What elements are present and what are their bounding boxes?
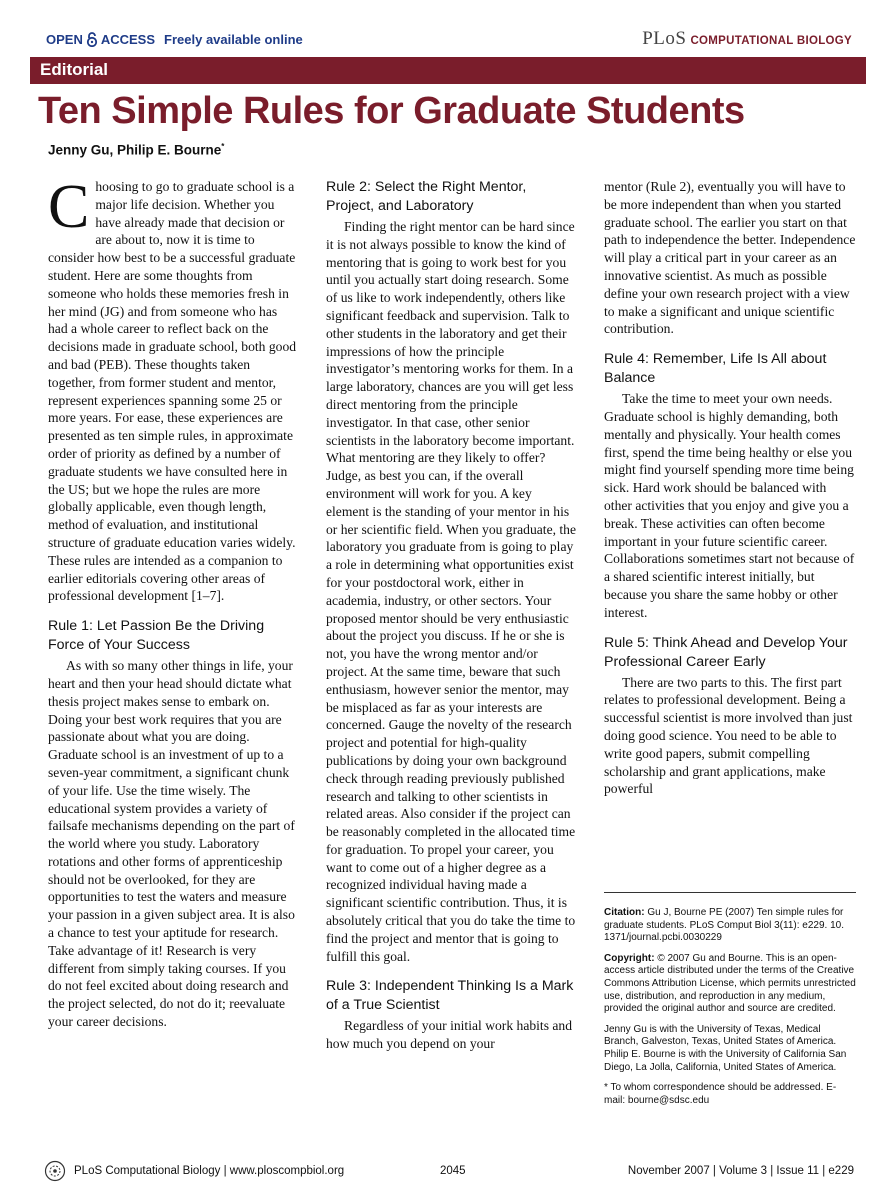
author-mark: * xyxy=(221,142,225,151)
rule4-heading: Rule 4: Remember, Life Is All about Balance xyxy=(604,351,827,387)
citation-entry xyxy=(604,907,856,945)
affiliations: Jenny Gu is with the University of Texas, Medical Branch, Galveston, Texas, United States of America. Philip E. Bourne is with the University of California San Diego, La Jolla, California, United States of America. xyxy=(604,1023,847,1073)
open-label: OPEN xyxy=(46,32,83,47)
access-label: ACCESS xyxy=(100,32,156,47)
section-bar xyxy=(30,57,866,84)
journal-masthead xyxy=(642,28,852,50)
intro-text: hoosing to go to graduate school is a major life decision. Whether you have already made that decision or are about to, now it is time to consider how best to be a successful graduate student. Here are some thoughts from someone who holds these memories fresh in her mind (JG) and from someone who has had a whole career to reflect back on the decisions made in graduate school, both good and bad (PEB). These thoughts taken together, from former student and mentor, represent experiences spanning some 25 or more years. For ease, these experiences are presented as ten simple rules, in approximate order of priority as defined by a number of graduate students we have consulted here in the US; but we hope the rules are more globally applicable, even though length, method of evaluation, and institutional structure of graduate education varies widely. These rules are intended as a companion to earlier editorials covering other areas of professional development [1–7]. xyxy=(48,179,297,604)
section-label: Editorial xyxy=(40,60,109,79)
page-number: 2045 xyxy=(440,1165,466,1177)
copyright-text: © 2007 Gu and Bourne. This is an open-access article distributed under the terms of the Creative Commons Attribution License, which permits unrestricted use, distribution, and reproduction in any medium, provided the original author and source are credited. xyxy=(604,952,856,1015)
issue-info: November 2007 | Volume 3 | Issue 11 | e229 xyxy=(627,1165,854,1177)
journal-prefix: PLoS xyxy=(642,28,687,49)
open-access-badge xyxy=(46,32,303,47)
rule3-text-continued: mentor (Rule 2), eventually you will have to be more independent than when you started graduate school. The earlier you start on that path to independence the better. Independence will play a critical part in your career as an innovative scientist. As much as possible define your own research project with a view to make a significant and unique scientific contribution. xyxy=(604,179,856,337)
plos-logo-icon xyxy=(44,1160,66,1182)
citation-box xyxy=(604,892,856,1115)
drop-cap: C xyxy=(48,173,90,241)
availability-text: Freely available online xyxy=(164,32,303,47)
intro-paragraph xyxy=(48,173,300,605)
column-3 xyxy=(604,178,856,798)
citation-label: Citation: xyxy=(604,907,645,918)
rule1-text: As with so many other things in life, your heart and then your head should dictate what thesis project makes sense to embark on. Doing your best work requires that you are passionate about what you are doing. Graduate school is an investment of up to a seven-year commitment, a significant chunk of your life. Use the time wisely. The educational system provides a variety of failsafe mechanisms depending on the part of the world where you study. Laboratory rotations and other forms of apprenticeship should not be overlooked, for they are opportunities to test the waters and measure your passion in a given subject area. It is also a chance to test your aptitude for research. Take advantage of it! Research is very different from simply taking courses. If you do not feel excited about doing research and the project selected, do not do it; reevaluate your career decisions. xyxy=(48,658,295,1030)
rule2-text: Finding the right mentor can be hard since it is not always possible to know the kind of mentoring that is going to work best for you until you actually start doing research. Some of us like to work independently, others like significant feedback and supervision. Talk to other students in the laboratory and get their impressions of how the principle investigator’s mentoring works for them. In a large laboratory, chances are you will get less direct mentoring from the principle investigator. In that case, other senior scientists in the laboratory become important. What mentoring are they likely to offer? Judge, as best you can, if the overall environment will work for you. A key element is the standing of your mentor in his or her scientific field. When you graduate, the laboratory you graduate from is going to play a role in determining what opportunities exist for your postdoctoral work, either in academia, industry, or other sectors. Your proposed mentor should be very enthusiastic about the project you discuss. If he or she is not, you have the wrong mentor and/or project. At the same time, beware that such enthusiasm, however senior the mentor, may be misplaced as far as your interests are concerned. Gauge the novelty of the research project and potential for high-quality publications by doing your own background check through reading previously published research and talking to other scientists in related areas. Also consider if the project can be reasonably completed in the allocated time for graduation. To propel your career, you want to come out of a higher degree as a recognized individual having made a significant scientific contribution. Thus, it is absolutely critical that you do take the time to find the project and mentor that is going to fulfill this goal. xyxy=(326,219,577,964)
rule1-heading: Rule 1: Let Passion Be the Driving Force of Your Success xyxy=(48,618,265,654)
author-list xyxy=(48,142,224,158)
page-footer xyxy=(44,1160,854,1182)
rule5-text: There are two parts to this. The first part relates to professional development. Being a successful scientist is more involved than just doing good science. You need to be able to write good papers, submit compelling scholarship and grant applications, make powerful xyxy=(604,674,853,797)
open-access-lock-icon xyxy=(86,32,98,47)
rule3-heading: Rule 3: Independent Thinking Is a Mark of a True Scientist xyxy=(326,978,574,1014)
footer-journal-link[interactable]: PLoS Computational Biology | www.ploscompbiol.org xyxy=(74,1165,345,1177)
copyright-label: Copyright: xyxy=(604,952,655,964)
rule2-heading: Rule 2: Select the Right Mentor, Project, and Laboratory xyxy=(326,179,527,214)
author-names: Jenny Gu, Philip E. Bourne xyxy=(48,142,222,158)
citation-text: Gu J, Bourne PE (2007) Ten simple rules for graduate students. PLoS Comput Biol 3(11): e229. 10. 1371/journal.pcbi.0030229 xyxy=(604,907,844,944)
journal-name: COMPUTATIONAL BIOLOGY xyxy=(690,35,852,47)
column-1 xyxy=(48,173,300,1031)
rule3-text-start: Regardless of your initial work habits and how much you depend on your xyxy=(326,1018,573,1052)
rule5-heading: Rule 5: Think Ahead and Develop Your Professional Career Early xyxy=(604,634,848,670)
copyright-entry xyxy=(604,953,856,1016)
article-title: Ten Simple Rules for Graduate Students xyxy=(38,90,745,132)
correspondence[interactable]: * To whom correspondence should be addressed. E-mail: bourne@sdsc.edu xyxy=(604,1082,837,1106)
column-2 xyxy=(326,178,578,1053)
rule4-text: Take the time to meet your own needs. Graduate school is highly demanding, both mentally and physically. Your health comes first, spend the time being healthy or else you might find yourself spending more time being sick. Hard work should be balanced with other activities that you enjoy and give you a break. These activities can often become important in your future scientific career. Collaborations sometimes start not because of a shared scientific interest initially, but because you share the same hobby or other interest. xyxy=(604,391,855,620)
